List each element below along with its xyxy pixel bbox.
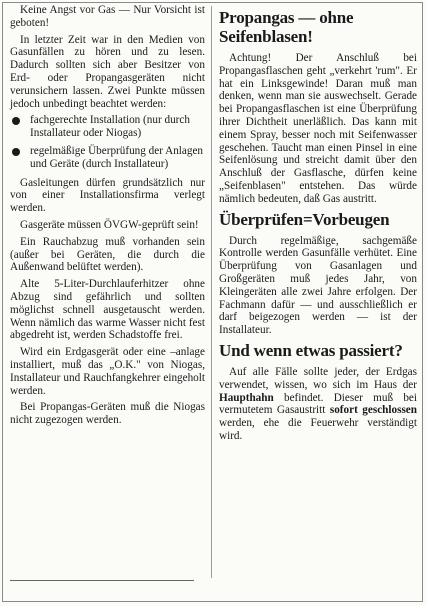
media-paragraph: In letzter Zeit war in den Medien von Gasunfällen zu hören und zu lesen. Dadurch sollten sich aber Besitzer von Erd- oder Propangasgeräten nicht verunsichern lassen. Zwei Punkte müssen jedoch unbedingt beachtet werden: xyxy=(10,33,205,110)
bottom-rule xyxy=(10,580,194,581)
right-column xyxy=(219,4,417,447)
list-item-text: fachgerechte Installation (nur durch Installateur oder Niogas) xyxy=(30,114,190,140)
propane-heading: Propangas — ohne Seifenblasen! xyxy=(219,8,354,46)
list-item-text: regelmäßige Überprüfung der Anlagen und Geräte (durch Installateur) xyxy=(30,144,204,170)
inspection-heading: Überprüfen=Vorbeugen xyxy=(219,209,390,229)
column-divider xyxy=(211,6,212,578)
water-heater-paragraph: Alte 5-Liter-Durchlauferhitzer ohne Abzug sind gefährlich und sollten möglichst schnell ausgetauscht werden. Wenn nämlich das warme Wasser nicht fest abgedreht ist, werden Schadstoffe frei. xyxy=(10,278,205,342)
propane-niogas-paragraph: Bei Propangas-Geräten muß die Niogas nicht zugezogen werden. xyxy=(10,401,205,427)
emergency-text: befindet. Dieser muß bei vermutetem Gasaustritt xyxy=(219,391,417,417)
approval-paragraph: Wird ein Erdgasgerät oder eine –anlage installiert, muß das „O.K." von Niogas, Installateur und Rauchfangkehrer eingeholt werden. xyxy=(10,346,205,397)
pipes-paragraph: Gasleitungen dürfen grundsätzlich nur von einer Installationsfirma verlegt werden. xyxy=(10,176,205,215)
requirements-list xyxy=(10,114,205,170)
close-immediately-term: sofort geschlossen xyxy=(329,404,417,417)
intro-paragraph: Keine Angst vor Gas — Nur Vorsicht ist geboten! xyxy=(10,4,205,29)
emergency-text: Auf alle Fälle sollte jeder, der Erdgas verwendet, wissen, wo sich im Haus der xyxy=(219,365,417,391)
main-valve-term: Haupthahn xyxy=(219,391,274,404)
bullet-icon xyxy=(12,148,20,156)
left-column xyxy=(10,4,205,431)
propane-paragraph: Achtung! Der Anschluß bei Propangasflaschen geht „verkehrt 'rum". Er hat ein Linksgewinde! Daran muß man denken, wenn man sie auswechselt. Gerade bei Propangasflaschen ist eine Überprüfung ihrer Dichtheit unerläßlich. Das kann mit einem Spray, besser noch mit Seifenwasser geschehen. Taucht man einen Pinsel in eine Seifenlösung und streicht damit über den Anschluß der Gasflasche, dürfen keine „Seifenblasen" entstehen. Das würde nämlich bedeuten, daß Gas austritt. xyxy=(219,52,417,205)
emergency-heading: Und wenn etwas passiert? xyxy=(219,340,403,360)
list-item xyxy=(10,145,205,171)
certification-paragraph: Gasgeräte müssen ÖVGW-geprüft sein! xyxy=(20,218,199,231)
bullet-icon xyxy=(12,117,20,125)
inspection-paragraph: Durch regelmäßige, sachgemäße Kontrolle werden Gasunfälle verhütet. Eine Überprüfung von Gasanlagen und Großgeräten muß jedes Jahr, von Kleingeräten alle zwei Jahre erfolgen. Der Fachmann dafür — und ausschließlich er darf beigezogen werden — ist der Installateur. xyxy=(219,234,417,337)
flue-paragraph: Ein Rauchabzug muß vorhanden sein (außer bei Geräten, die durch die Außenwand belüftet werden). xyxy=(10,235,205,274)
list-item xyxy=(10,114,205,140)
emergency-paragraph xyxy=(219,366,417,443)
emergency-text: werden, ehe die Feuerwehr verständigt wird. xyxy=(219,417,417,442)
